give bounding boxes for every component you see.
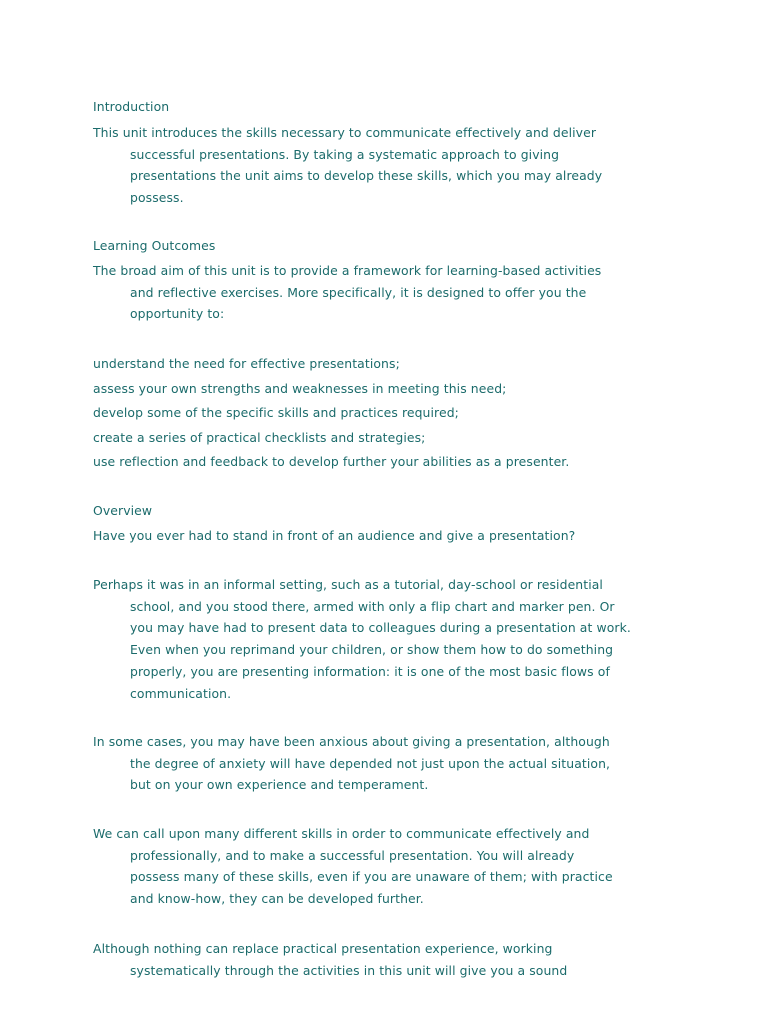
text-line: successful presentations. By taking a systematic approach to giving — [130, 146, 560, 162]
text-line: Even when you reprimand your children, or show them how to do something — [130, 642, 614, 658]
text-line: you may have had to present data to colleagues during a presentation at work. — [130, 620, 631, 636]
text-line: This unit introduces the skills necessary to communicate effectively and deliver — [93, 125, 597, 140]
overview-paragraph-3 — [93, 823, 613, 910]
heading-overview: Overview — [93, 503, 153, 518]
list-item: understand the need for effective presentations; — [93, 356, 400, 371]
text-line: communication. — [130, 685, 232, 701]
overview-paragraph-1 — [93, 574, 631, 704]
text-line: Have you ever had to stand in front of an audience and give a presentation? — [93, 528, 576, 543]
list-item: develop some of the specific skills and practices required; — [93, 405, 459, 420]
text-line: opportunity to: — [130, 306, 225, 322]
text-line: We can call upon many different skills in order to communicate effectively and — [93, 826, 590, 841]
list-item: create a series of practical checklists and strategies; — [93, 429, 426, 445]
text-line: school, and you stood there, armed with only a flip chart and marker pen. Or — [130, 598, 615, 614]
paragraph-introduction — [93, 122, 602, 209]
text-line: and know-how, they can be developed further. — [130, 891, 424, 907]
text-line: and reflective exercises. More specifically, it is designed to offer you the — [130, 284, 587, 300]
overview-question — [93, 525, 575, 547]
text-line: presentations the unit aims to develop these skills, which you may already — [130, 168, 603, 184]
text-line: the degree of anxiety will have depended not just upon the actual situation, — [130, 755, 611, 771]
text-line: possess many of these skills, even if you are unaware of them; with practice — [130, 869, 613, 885]
heading-introduction: Introduction — [93, 99, 170, 114]
text-line: but on your own experience and temperament. — [130, 777, 429, 793]
text-line: The broad aim of this unit is to provide a framework for learning-based activities — [93, 263, 602, 278]
text-line: Although nothing can replace practical presentation experience, working — [93, 941, 553, 956]
text-line: possess. — [130, 190, 184, 206]
text-line: properly, you are presenting information: it is one of the most basic flows of — [130, 663, 610, 679]
text-line: In some cases, you may have been anxious about giving a presentation, although — [93, 734, 610, 749]
paragraph-learning-outcomes — [93, 260, 601, 325]
overview-paragraph-2 — [93, 731, 610, 796]
learning-outcomes-list — [93, 352, 569, 475]
text-line: systematically through the activities in this unit will give you a sound — [130, 962, 568, 978]
list-item: use reflection and feedback to develop further your abilities as a presenter. — [93, 454, 570, 469]
overview-paragraph-4 — [93, 938, 567, 981]
text-line: professionally, and to make a successful presentation. You will already — [130, 847, 575, 863]
heading-learning-outcomes: Learning Outcomes — [93, 238, 216, 253]
list-item: assess your own strengths and weaknesses in meeting this need; — [93, 380, 507, 396]
text-line: Perhaps it was in an informal setting, such as a tutorial, day-school or residential — [93, 577, 603, 592]
